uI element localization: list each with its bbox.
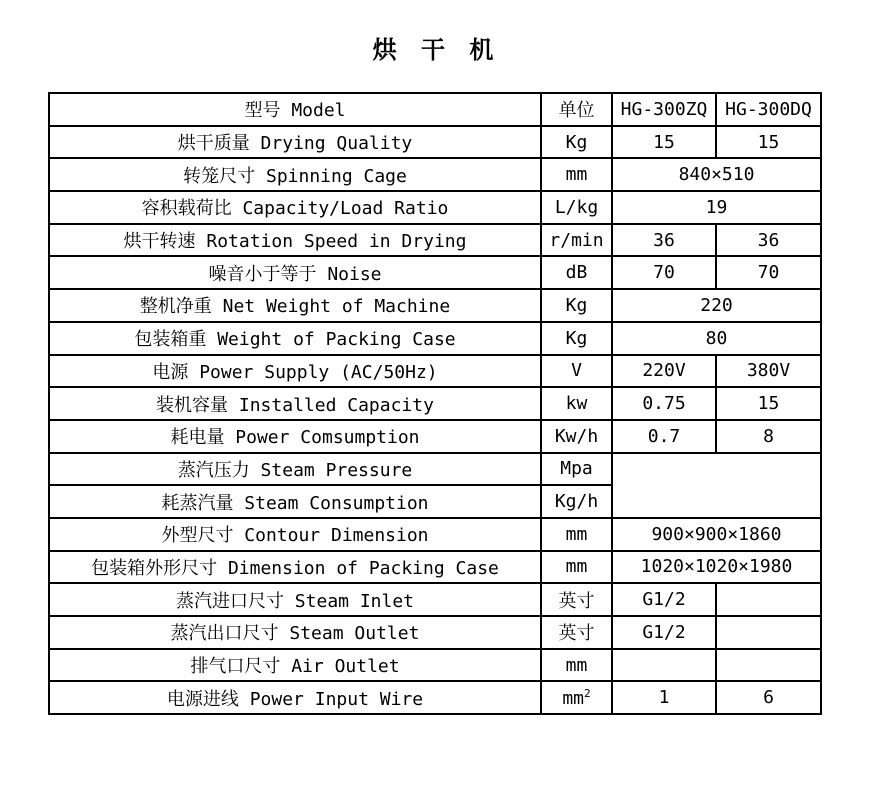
row-value: 0.75 — [612, 387, 716, 420]
row-unit: L/kg — [541, 191, 612, 224]
row-value: 36 — [716, 224, 821, 257]
header-model-1: HG-300ZQ — [612, 93, 716, 126]
row-unit: 英寸 — [541, 583, 612, 616]
row-value-empty — [612, 453, 821, 518]
spec-table — [48, 92, 822, 715]
row-value: 15 — [716, 387, 821, 420]
row-value — [716, 649, 821, 682]
row-value-merged: 220 — [612, 289, 821, 322]
row-unit: Kg — [541, 322, 612, 355]
row-unit: V — [541, 355, 612, 388]
row-label: 蒸汽出口尺寸 Steam Outlet — [49, 616, 541, 649]
row-value-merged: 1020×1020×1980 — [612, 551, 821, 584]
row-unit: mm — [541, 551, 612, 584]
row-label: 电源 Power Supply (AC/50Hz) — [49, 355, 541, 388]
row-label: 噪音小于等于 Noise — [49, 256, 541, 289]
row-value: 0.7 — [612, 420, 716, 453]
row-unit: mm — [541, 518, 612, 551]
row-label: 包装箱外形尺寸 Dimension of Packing Case — [49, 551, 541, 584]
row-unit: dB — [541, 256, 612, 289]
table-row — [49, 583, 821, 616]
table-row — [49, 224, 821, 257]
row-value — [716, 616, 821, 649]
row-label: 整机净重 Net Weight of Machine — [49, 289, 541, 322]
row-value: 15 — [716, 126, 821, 159]
table-row — [49, 551, 821, 584]
row-label: 包装箱重 Weight of Packing Case — [49, 322, 541, 355]
row-unit: Kg — [541, 289, 612, 322]
table-row — [49, 453, 821, 486]
table-row — [49, 681, 821, 714]
table-row — [49, 649, 821, 682]
table-row — [49, 322, 821, 355]
row-value: 70 — [612, 256, 716, 289]
row-label: 排气口尺寸 Air Outlet — [49, 649, 541, 682]
row-value: 6 — [716, 681, 821, 714]
row-unit: mm — [541, 649, 612, 682]
row-value: 70 — [716, 256, 821, 289]
row-value: 1 — [612, 681, 716, 714]
table-row — [49, 355, 821, 388]
page-title: 烘 干 机 — [372, 36, 502, 64]
row-unit: Mpa — [541, 453, 612, 486]
row-label: 烘干转速 Rotation Speed in Drying — [49, 224, 541, 257]
row-value: G1/2 — [612, 583, 716, 616]
table-row — [49, 420, 821, 453]
row-value-merged: 80 — [612, 322, 821, 355]
row-label: 烘干质量 Drying Quality — [49, 126, 541, 159]
row-unit — [541, 681, 612, 714]
row-value-merged: 900×900×1860 — [612, 518, 821, 551]
row-label: 转笼尺寸 Spinning Cage — [49, 158, 541, 191]
row-label: 电源进线 Power Input Wire — [49, 681, 541, 714]
row-value: 15 — [612, 126, 716, 159]
row-label: 外型尺寸 Contour Dimension — [49, 518, 541, 551]
row-unit: mm — [541, 158, 612, 191]
row-value — [612, 649, 716, 682]
row-value: G1/2 — [612, 616, 716, 649]
row-value-merged: 19 — [612, 191, 821, 224]
table-row — [49, 518, 821, 551]
table-header-row — [49, 93, 821, 126]
row-label: 容积载荷比 Capacity/Load Ratio — [49, 191, 541, 224]
row-value — [716, 583, 821, 616]
unit-base: mm — [562, 687, 585, 709]
row-unit: 英寸 — [541, 616, 612, 649]
table-row — [49, 256, 821, 289]
row-label: 耗电量 Power Comsumption — [49, 420, 541, 453]
unit-exponent: 2 — [584, 686, 591, 700]
row-unit: kw — [541, 387, 612, 420]
table-row — [49, 126, 821, 159]
row-unit: Kw/h — [541, 420, 612, 453]
row-label: 蒸汽进口尺寸 Steam Inlet — [49, 583, 541, 616]
row-unit: Kg/h — [541, 485, 612, 518]
row-unit: Kg — [541, 126, 612, 159]
table-row — [49, 191, 821, 224]
row-value-merged: 840×510 — [612, 158, 821, 191]
row-value: 220V — [612, 355, 716, 388]
header-model-2: HG-300DQ — [716, 93, 821, 126]
table-row — [49, 387, 821, 420]
table-row — [49, 158, 821, 191]
row-value: 380V — [716, 355, 821, 388]
header-unit: 单位 — [541, 93, 612, 126]
row-label: 装机容量 Installed Capacity — [49, 387, 541, 420]
row-label: 耗蒸汽量 Steam Consumption — [49, 485, 541, 518]
row-label: 蒸汽压力 Steam Pressure — [49, 453, 541, 486]
row-value: 8 — [716, 420, 821, 453]
header-model: 型号 Model — [49, 93, 541, 126]
row-value: 36 — [612, 224, 716, 257]
table-row — [49, 289, 821, 322]
row-unit: r/min — [541, 224, 612, 257]
table-row — [49, 616, 821, 649]
